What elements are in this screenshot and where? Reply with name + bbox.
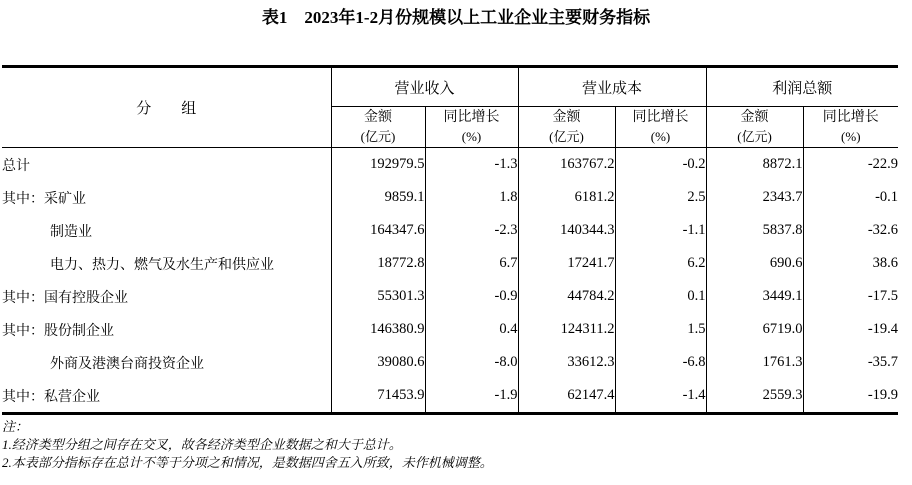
subheader-profit-amount xyxy=(706,107,803,148)
cell-value: 146380.9 xyxy=(331,313,425,346)
cell-value: 6719.0 xyxy=(706,313,803,346)
subheader-title: 同比增长 xyxy=(632,110,689,125)
header-total-profit: 利润总额 xyxy=(706,67,898,107)
row-label: 外商及港澳台商投资企业 xyxy=(50,356,204,372)
cell-value: 6.2 xyxy=(615,247,706,280)
cell-value: 1761.3 xyxy=(706,346,803,379)
cell-value: 1.8 xyxy=(425,181,518,214)
cell-value: -35.7 xyxy=(803,346,898,379)
table-row-private xyxy=(2,379,898,414)
cell-value: 39080.6 xyxy=(331,346,425,379)
footnote-item: 2.本表部分指标存在总计不等于分项之和情况，是数据四舍五入所致，未作机械调整。 xyxy=(2,455,493,470)
subheader-unit: (亿元) xyxy=(360,129,396,144)
cell-value: 124311.2 xyxy=(518,313,615,346)
row-label: 其中：采矿业 xyxy=(2,191,86,207)
subheader-unit: (亿元) xyxy=(737,129,772,144)
cell-value: 2559.3 xyxy=(706,379,803,414)
row-label: 总计 xyxy=(2,158,30,174)
table-row-manufacturing xyxy=(2,214,898,247)
financial-indicators-table xyxy=(2,65,898,415)
cell-value: 0.4 xyxy=(425,313,518,346)
subheader-title: 同比增长 xyxy=(822,110,879,125)
cell-value: 1.5 xyxy=(615,313,706,346)
cell-value: -1.9 xyxy=(425,379,518,414)
cell-value: -32.6 xyxy=(803,214,898,247)
cell-value: 33612.3 xyxy=(518,346,615,379)
cell-value: 6181.2 xyxy=(518,181,615,214)
table-title: 表1 2023年1-2月份规模以上工业企业主要财务指标 xyxy=(261,8,651,27)
cell-value: 690.6 xyxy=(706,247,803,280)
subheader-unit: (%) xyxy=(841,129,861,144)
cell-value: -1.1 xyxy=(615,214,706,247)
cell-value: 9859.1 xyxy=(331,181,425,214)
cell-value: 71453.9 xyxy=(331,379,425,414)
row-label: 制造业 xyxy=(50,224,92,240)
subheader-cost-growth xyxy=(615,107,706,148)
row-label: 电力、热力、燃气及水生产和供应业 xyxy=(50,257,274,273)
cell-value: 163767.2 xyxy=(518,148,615,182)
table-row-utilities xyxy=(2,247,898,280)
table-row-foreign-invested xyxy=(2,346,898,379)
cell-value: -2.3 xyxy=(425,214,518,247)
cell-value: 0.1 xyxy=(615,280,706,313)
subheader-profit-growth xyxy=(803,107,898,148)
footnote-item: 1.经济类型分组之间存在交叉，故各经济类型企业数据之和大于总计。 xyxy=(2,437,402,452)
cell-value: -8.0 xyxy=(425,346,518,379)
subheader-title: 金额 xyxy=(552,110,581,125)
subheader-unit: (%) xyxy=(650,129,671,144)
cell-value: 3449.1 xyxy=(706,280,803,313)
cell-value: 140344.3 xyxy=(518,214,615,247)
cell-value: 164347.6 xyxy=(331,214,425,247)
cell-value: 2343.7 xyxy=(706,181,803,214)
cell-value: -0.2 xyxy=(615,148,706,182)
table-row-shareholding xyxy=(2,313,898,346)
row-label: 其中：国有控股企业 xyxy=(2,290,128,306)
subheader-title: 同比增长 xyxy=(443,110,500,125)
table-header xyxy=(2,67,898,148)
table-row-total xyxy=(2,148,898,182)
cell-value: 18772.8 xyxy=(331,247,425,280)
cell-value: 44784.2 xyxy=(518,280,615,313)
table-row-mining xyxy=(2,181,898,214)
table-body xyxy=(2,148,898,414)
cell-value: -1.4 xyxy=(615,379,706,414)
cell-value: -1.3 xyxy=(425,148,518,182)
cell-value: 192979.5 xyxy=(331,148,425,182)
header-group-column: 分 组 xyxy=(2,67,331,148)
subheader-revenue-growth xyxy=(425,107,518,148)
header-operating-cost: 营业成本 xyxy=(518,67,706,107)
cell-value: -0.1 xyxy=(803,181,898,214)
footnote-heading: 注： xyxy=(2,419,29,434)
footnotes xyxy=(2,418,912,472)
cell-value: 38.6 xyxy=(803,247,898,280)
cell-value: 2.5 xyxy=(615,181,706,214)
cell-value: 8872.1 xyxy=(706,148,803,182)
subheader-title: 金额 xyxy=(364,110,392,125)
cell-value: 17241.7 xyxy=(518,247,615,280)
cell-value: -17.5 xyxy=(803,280,898,313)
cell-value: -19.4 xyxy=(803,313,898,346)
subheader-cost-amount xyxy=(518,107,615,148)
cell-value: 62147.4 xyxy=(518,379,615,414)
subheader-unit: (亿元) xyxy=(549,129,584,144)
row-label: 其中：私营企业 xyxy=(2,389,100,405)
cell-value: -6.8 xyxy=(615,346,706,379)
table-row-state-holding xyxy=(2,280,898,313)
cell-value: 55301.3 xyxy=(331,280,425,313)
subheader-unit: (%) xyxy=(461,129,482,144)
subheader-title: 金额 xyxy=(740,110,769,125)
cell-value: 5837.8 xyxy=(706,214,803,247)
cell-value: 6.7 xyxy=(425,247,518,280)
subheader-revenue-amount xyxy=(331,107,425,148)
cell-value: -22.9 xyxy=(803,148,898,182)
header-operating-revenue: 营业收入 xyxy=(331,67,518,107)
cell-value: -0.9 xyxy=(425,280,518,313)
cell-value: -19.9 xyxy=(803,379,898,414)
row-label: 其中：股份制企业 xyxy=(2,323,114,339)
